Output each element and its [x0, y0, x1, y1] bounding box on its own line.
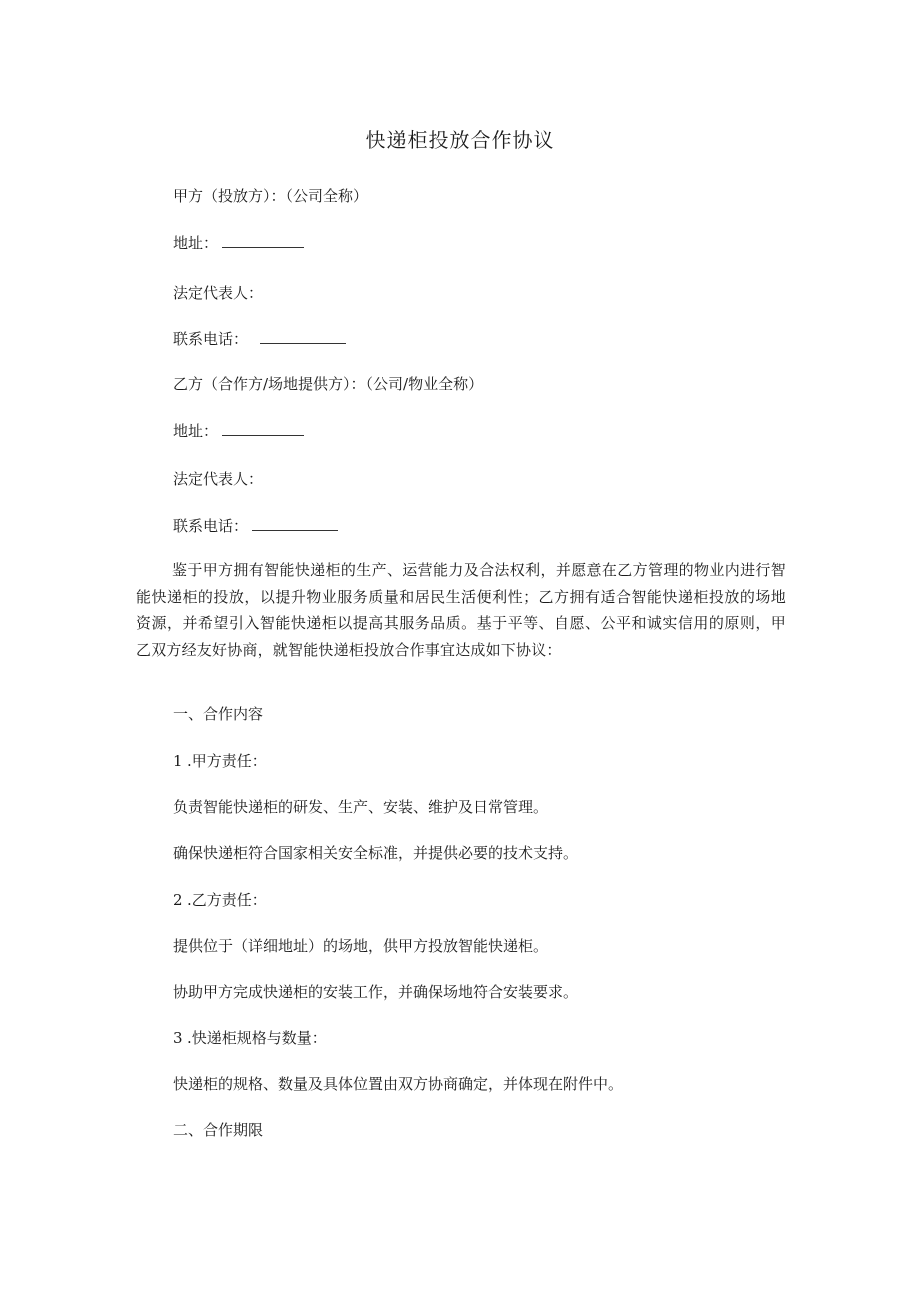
section-2-heading: 二、合作期限 [173, 1121, 264, 1139]
section-1-heading: 一、合作内容 [173, 705, 264, 723]
party-b-address [173, 418, 304, 443]
party-a-address-blank [222, 230, 304, 248]
party-a-address-label: 地址： [173, 234, 219, 252]
party-b-phone [173, 513, 338, 538]
party-b-address-blank [222, 418, 304, 436]
party-a-phone-blank [260, 326, 346, 344]
party-a-phone-label: 联系电话： [173, 330, 249, 348]
section-1-item-3-heading [173, 1026, 327, 1050]
section-1-item-1-heading [173, 749, 267, 773]
item-2-line-2: 协助甲方完成快递柜的安装工作，并确保场地符合安装要求。 [173, 983, 579, 1001]
item-2-label: .乙方责任： [187, 891, 267, 909]
item-2-line-1: 提供位于（详细地址）的场地，供甲方投放智能快递柜。 [173, 937, 549, 955]
item-1-label: .甲方责任： [187, 752, 267, 770]
section-1-item-2-heading [173, 888, 267, 912]
item-1-line-1: 负责智能快递柜的研发、生产、安装、维护及日常管理。 [173, 798, 549, 816]
party-a-legal-rep: 法定代表人： [173, 284, 264, 302]
item-2-number: 2 [173, 891, 183, 909]
item-1-number: 1 [173, 752, 183, 770]
party-a-line: 甲方（投放方）：（公司全称） [173, 187, 369, 205]
party-b-address-label: 地址： [173, 422, 219, 440]
party-b-line: 乙方（合作方/场地提供方）：（公司/物业全称） [173, 375, 484, 393]
document-title: 快递柜投放合作协议 [365, 128, 555, 152]
item-3-label: .快递柜规格与数量： [187, 1029, 327, 1047]
item-3-number: 3 [173, 1029, 183, 1047]
item-3-line-1: 快递柜的规格、数量及具体位置由双方协商确定，并体现在附件中。 [173, 1075, 624, 1093]
party-a-address [173, 230, 304, 255]
party-b-legal-rep: 法定代表人： [173, 470, 264, 488]
party-b-phone-label: 联系电话： [173, 517, 249, 535]
item-1-line-2: 确保快递柜符合国家相关安全标准，并提供必要的技术支持。 [173, 844, 579, 862]
party-b-phone-blank [252, 513, 338, 531]
party-a-phone [173, 326, 346, 351]
preamble-paragraph: 鉴于甲方拥有智能快递柜的生产、运营能力及合法权利，并愿意在乙方管理的物业内进行智能快递柜的投放，以提升物业服务质量和居民生活便利性；乙方拥有适合智能快递柜投放的场地资源，并希望引入智能快递柜以提高其服务品质。基于平等、自愿、公平和诚实信用的原则，甲乙双方经友好协商，就智能快递柜投放合作事宜达成如下协议： [136, 561, 786, 659]
